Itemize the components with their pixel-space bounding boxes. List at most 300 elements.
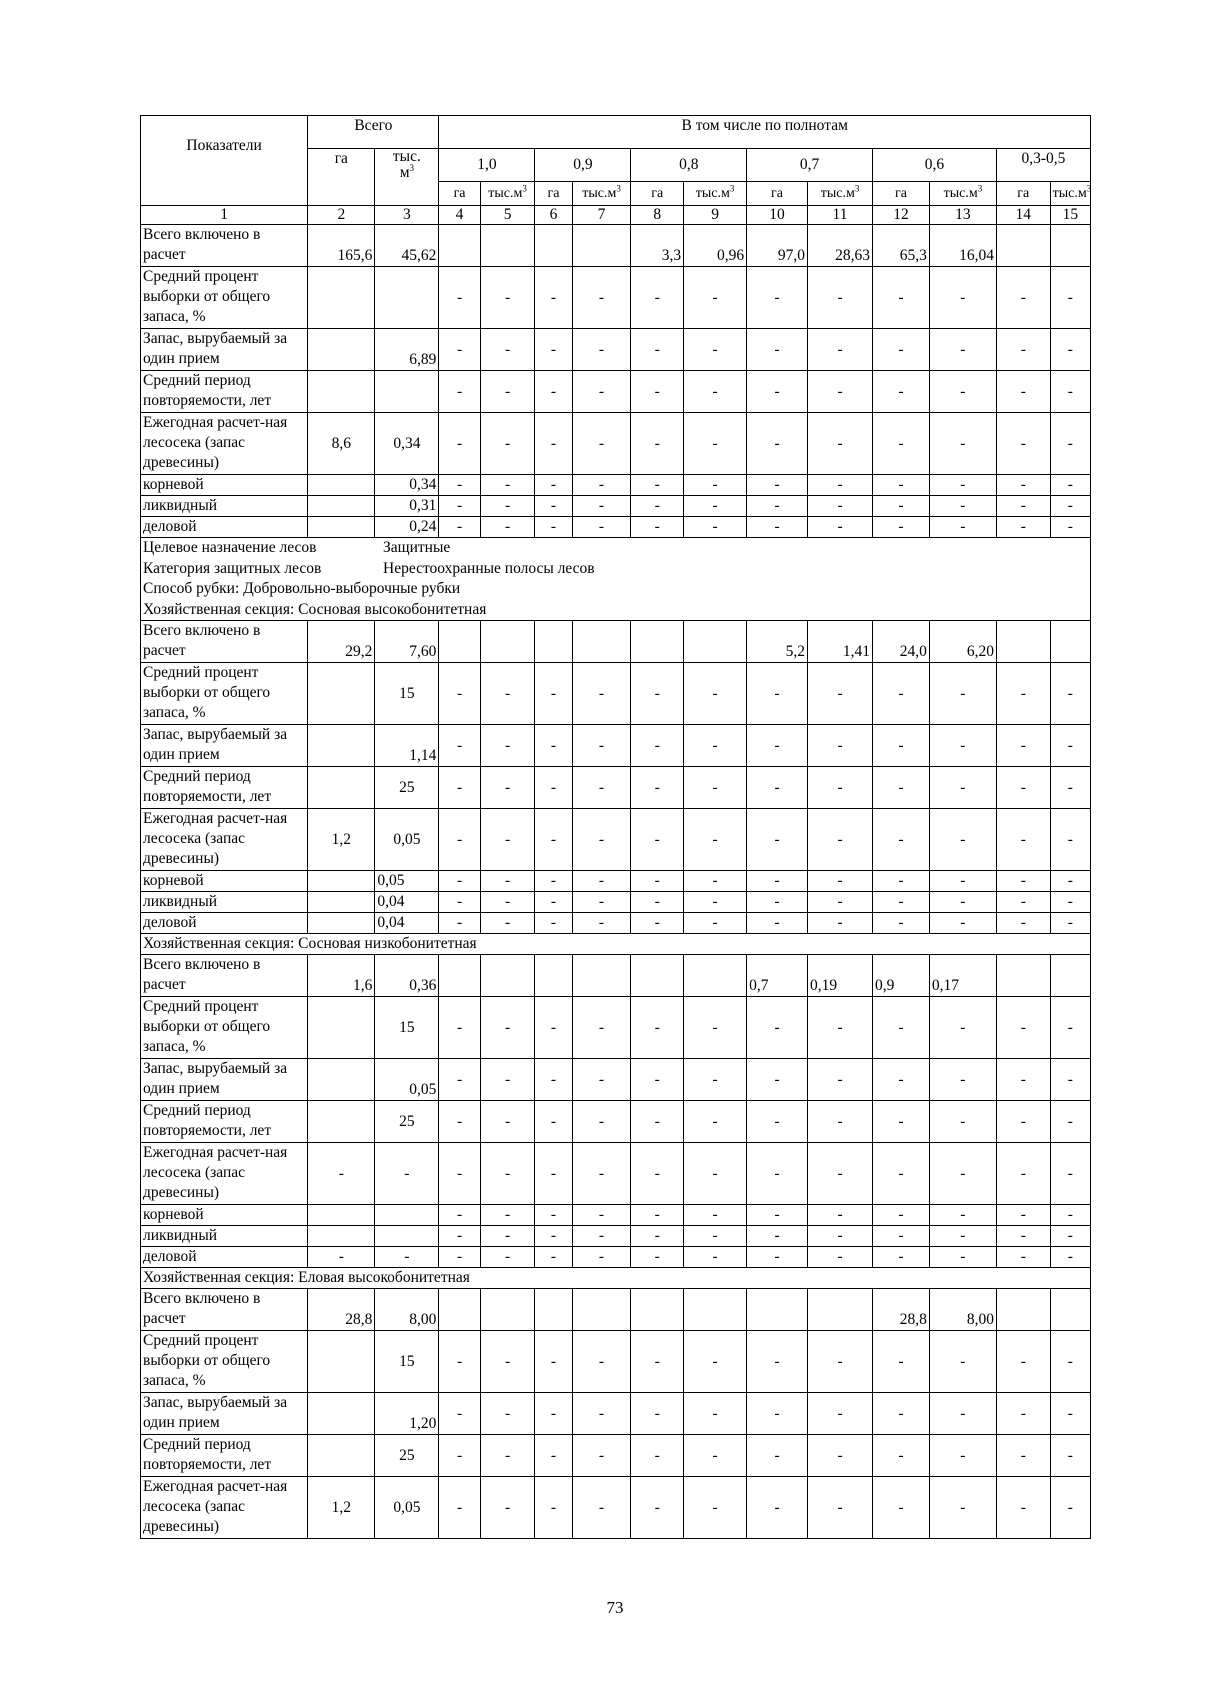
cell: 8,6 xyxy=(308,413,375,475)
row-label-avg-pct: Средний процент выборки от общего запаса, % xyxy=(141,1331,308,1393)
cell: 165,6 xyxy=(308,225,375,267)
cell: 0,05 xyxy=(375,871,439,892)
dash-cell: - xyxy=(480,1331,535,1393)
dash-cell: - xyxy=(808,1331,873,1393)
cell xyxy=(375,1205,439,1226)
cell xyxy=(308,475,375,496)
dash-cell: - xyxy=(535,413,572,475)
cell: 45,62 xyxy=(375,225,439,267)
dash-cell: - xyxy=(684,663,747,725)
dash-cell: - xyxy=(480,1205,535,1226)
dash-cell: - xyxy=(873,663,930,725)
table-row xyxy=(141,913,1091,934)
cell: 0,19 xyxy=(808,955,873,997)
dash-cell: - xyxy=(747,371,808,413)
col-num: 14 xyxy=(996,206,1050,225)
dash-cell: - xyxy=(929,1226,996,1247)
cell: 28,8 xyxy=(308,1289,375,1331)
dash-cell: - xyxy=(929,1101,996,1143)
section-header-row xyxy=(141,1268,1091,1289)
dash-cell: - xyxy=(572,1101,631,1143)
dash-cell: - xyxy=(873,1477,930,1539)
dash-cell: - xyxy=(572,413,631,475)
dash-cell: - xyxy=(631,517,684,538)
dash-cell: - xyxy=(572,725,631,767)
cell: 25 xyxy=(375,1435,439,1477)
cell xyxy=(308,371,375,413)
row-label-business: деловой xyxy=(141,913,308,934)
dash-cell: - xyxy=(873,809,930,871)
dash-cell: - xyxy=(929,1247,996,1268)
col-num: 11 xyxy=(808,206,873,225)
sub-m3-label: тыс.м xyxy=(1052,185,1087,201)
dash-cell: - xyxy=(480,1101,535,1143)
table-row xyxy=(141,955,1091,997)
header-ha: га xyxy=(308,149,375,206)
cell xyxy=(308,1101,375,1143)
row-label-included: Всего включено в расчет xyxy=(141,225,308,267)
cell xyxy=(480,225,535,267)
dash-cell: - xyxy=(808,1143,873,1205)
sub-m3: $тыс.м^3$ xyxy=(480,182,535,206)
dash-cell: - xyxy=(873,767,930,809)
sub-m3: $тыс.м^3$ xyxy=(929,182,996,206)
dash-cell: - xyxy=(572,913,631,934)
cell: 65,3 xyxy=(873,225,930,267)
row-label-stock-per-pass: Запас, вырубаемый за один прием xyxy=(141,725,308,767)
dash-cell: - xyxy=(929,1205,996,1226)
row-label-included: Всего включено в расчет xyxy=(141,955,308,997)
dash-cell: - xyxy=(1050,517,1090,538)
dash-cell: - xyxy=(929,475,996,496)
sub-m3-label: тыс.м xyxy=(488,185,523,201)
dash-cell: - xyxy=(1050,1477,1090,1539)
dash-cell: - xyxy=(439,371,480,413)
density-0-8: 0,8 xyxy=(631,149,747,182)
dash-cell: - xyxy=(1050,725,1090,767)
dash-cell: - xyxy=(996,371,1050,413)
dash-cell: - xyxy=(929,767,996,809)
cell: 1,6 xyxy=(308,955,375,997)
dash-cell: - xyxy=(929,1143,996,1205)
table-row xyxy=(141,267,1091,329)
dash-cell: - xyxy=(929,1477,996,1539)
row-label-avg-period: Средний период повторяемости, лет xyxy=(141,1435,308,1477)
dash-cell: - xyxy=(631,267,684,329)
dash-cell: - xyxy=(996,913,1050,934)
table-row xyxy=(141,225,1091,267)
dash-cell: - xyxy=(572,267,631,329)
row-label-avg-pct: Средний процент выборки от общего запаса, % xyxy=(141,267,308,329)
cell: 0,34 xyxy=(375,413,439,475)
dash-cell: - xyxy=(996,1059,1050,1101)
cell xyxy=(480,955,535,997)
sub-m3-label: тыс.м xyxy=(820,185,855,201)
dash-cell: - xyxy=(996,997,1050,1059)
cell xyxy=(572,225,631,267)
dash-cell: - xyxy=(535,1205,572,1226)
dash-cell: - xyxy=(439,1226,480,1247)
section-info-row xyxy=(141,538,1091,621)
dash-cell: - xyxy=(631,413,684,475)
cell xyxy=(996,955,1050,997)
cell xyxy=(308,329,375,371)
dash-cell: - xyxy=(439,997,480,1059)
dash-cell: - xyxy=(747,871,808,892)
row-label-avg-pct: Средний процент выборки от общего запаса, % xyxy=(141,997,308,1059)
cell: 0,05 xyxy=(375,1059,439,1101)
dash-cell: - xyxy=(808,371,873,413)
cell xyxy=(308,267,375,329)
dash-cell: - xyxy=(747,725,808,767)
dash-cell: - xyxy=(480,767,535,809)
dash-cell: - xyxy=(439,267,480,329)
dash-cell: - xyxy=(1050,1226,1090,1247)
cell: 1,41 xyxy=(808,621,873,663)
dash-cell: - xyxy=(631,1226,684,1247)
dash-cell: - xyxy=(684,725,747,767)
dash-cell: - xyxy=(572,809,631,871)
cell xyxy=(308,663,375,725)
dash-cell: - xyxy=(929,1393,996,1435)
dash-cell: - xyxy=(684,809,747,871)
cell xyxy=(439,955,480,997)
table-row xyxy=(141,329,1091,371)
dash-cell: - xyxy=(535,1226,572,1247)
cell xyxy=(308,725,375,767)
section-title: Хозяйственная секция: Сосновая высокобонитетная xyxy=(143,600,487,618)
sub-m3-label: тыс.м xyxy=(582,185,617,201)
dash-cell: - xyxy=(929,329,996,371)
dash-cell: - xyxy=(480,1393,535,1435)
cell xyxy=(684,621,747,663)
dash-cell: - xyxy=(1050,1247,1090,1268)
section-title: Хозяйственная секция: Сосновая низкобонитетная xyxy=(141,934,1091,955)
row-label-root: корневой xyxy=(141,475,308,496)
col-num: 10 xyxy=(747,206,808,225)
dash-cell: - xyxy=(873,892,930,913)
table-row xyxy=(141,475,1091,496)
dash-cell: - xyxy=(631,329,684,371)
col-num: 9 xyxy=(684,206,747,225)
dash-cell: - xyxy=(1050,767,1090,809)
dash-cell: - xyxy=(747,1226,808,1247)
dash-cell: - xyxy=(684,1059,747,1101)
dash-cell: - xyxy=(1050,1205,1090,1226)
dash-cell: - xyxy=(631,663,684,725)
dash-cell: - xyxy=(480,1226,535,1247)
dash-cell: - xyxy=(873,1393,930,1435)
dash-cell: - xyxy=(873,329,930,371)
table-row xyxy=(141,1331,1091,1393)
dash-cell: - xyxy=(996,1247,1050,1268)
dash-cell: - xyxy=(535,475,572,496)
category-label: Категория защитных лесов xyxy=(143,559,322,577)
dash-cell: - xyxy=(535,1247,572,1268)
sub-m3: $тыс.м^3$ xyxy=(808,182,873,206)
dash-cell: - xyxy=(684,329,747,371)
dash-cell: - xyxy=(375,1247,439,1268)
table-row xyxy=(141,496,1091,517)
table-row xyxy=(141,663,1091,725)
dash-cell: - xyxy=(572,1059,631,1101)
dash-cell: - xyxy=(996,1393,1050,1435)
dash-cell: - xyxy=(996,329,1050,371)
dash-cell: - xyxy=(873,496,930,517)
sub-m3: $тыс.м^3$ xyxy=(572,182,631,206)
row-label-stock-per-pass: Запас, вырубаемый за один прием xyxy=(141,1393,308,1435)
dash-cell: - xyxy=(1050,1143,1090,1205)
cell: 7,60 xyxy=(375,621,439,663)
sub-m3-label: тыс.м xyxy=(695,185,730,201)
dash-cell: - xyxy=(1050,496,1090,517)
dash-cell: - xyxy=(439,809,480,871)
row-label-avg-period: Средний период повторяемости, лет xyxy=(141,1101,308,1143)
sub-m3-label: тыс.м xyxy=(943,185,978,201)
row-label-annual: Ежегодная расчет-ная лесосека (запас древесины) xyxy=(141,413,308,475)
dash-cell: - xyxy=(1050,475,1090,496)
dash-cell: - xyxy=(929,496,996,517)
dash-cell: - xyxy=(996,496,1050,517)
dash-cell: - xyxy=(1050,1435,1090,1477)
row-label-liquid: ликвидный xyxy=(141,496,308,517)
cell: 25 xyxy=(375,767,439,809)
dash-cell: - xyxy=(1050,1101,1090,1143)
dash-cell: - xyxy=(747,892,808,913)
dash-cell: - xyxy=(747,329,808,371)
cell xyxy=(631,1289,684,1331)
cell: 3,3 xyxy=(631,225,684,267)
dash-cell: - xyxy=(808,517,873,538)
dash-cell: - xyxy=(747,413,808,475)
dash-cell: - xyxy=(572,1226,631,1247)
density-0-9: 0,9 xyxy=(535,149,631,182)
cell: 5,2 xyxy=(747,621,808,663)
allowable-cut-table xyxy=(140,115,1091,1539)
dash-cell: - xyxy=(808,809,873,871)
dash-cell: - xyxy=(439,725,480,767)
dash-cell: - xyxy=(439,475,480,496)
cell xyxy=(572,621,631,663)
header-total: Всего xyxy=(308,116,439,149)
dash-cell: - xyxy=(439,871,480,892)
dash-cell: - xyxy=(572,1205,631,1226)
dash-cell: - xyxy=(1050,1393,1090,1435)
dash-cell: - xyxy=(1050,1059,1090,1101)
dash-cell: - xyxy=(572,475,631,496)
dash-cell: - xyxy=(1050,413,1090,475)
table-row xyxy=(141,1289,1091,1331)
dash-cell: - xyxy=(747,267,808,329)
header-indicators: Показатели xyxy=(141,116,308,206)
dash-cell: - xyxy=(747,1247,808,1268)
row-label-avg-pct: Средний процент выборки от общего запаса, % xyxy=(141,663,308,725)
dash-cell: - xyxy=(808,767,873,809)
dash-cell: - xyxy=(684,892,747,913)
cell xyxy=(572,1289,631,1331)
col-num: 5 xyxy=(480,206,535,225)
dash-cell: - xyxy=(480,892,535,913)
dash-cell: - xyxy=(808,496,873,517)
method-line: Способ рубки: Добровольно-выборочные рубки xyxy=(143,580,461,597)
row-label-business: деловой xyxy=(141,1247,308,1268)
section-title: Хозяйственная секция: Еловая высокобонитетная xyxy=(141,1268,1091,1289)
col-num: 3 xyxy=(375,206,439,225)
col-num: 12 xyxy=(873,206,930,225)
dash-cell: - xyxy=(631,1331,684,1393)
table-row xyxy=(141,809,1091,871)
dash-cell: - xyxy=(480,1477,535,1539)
dash-cell: - xyxy=(929,267,996,329)
header-thous-label: тыс. xyxy=(392,148,421,165)
dash-cell: - xyxy=(535,767,572,809)
dash-cell: - xyxy=(535,371,572,413)
dash-cell: - xyxy=(631,371,684,413)
cell: 0,24 xyxy=(375,517,439,538)
cell xyxy=(996,225,1050,267)
dash-cell: - xyxy=(873,1101,930,1143)
cell: 25 xyxy=(375,1101,439,1143)
cell: 1,2 xyxy=(308,1477,375,1539)
dash-cell: - xyxy=(684,517,747,538)
dash-cell: - xyxy=(535,267,572,329)
row-label-root: корневой xyxy=(141,871,308,892)
dash-cell: - xyxy=(631,1477,684,1539)
cell xyxy=(308,1226,375,1247)
cell: 28,63 xyxy=(808,225,873,267)
row-label-annual: Ежегодная расчет-ная лесосека (запас древесины) xyxy=(141,809,308,871)
dash-cell: - xyxy=(535,663,572,725)
dash-cell: - xyxy=(308,1247,375,1268)
dash-cell: - xyxy=(631,1143,684,1205)
row-label-root: корневой xyxy=(141,1205,308,1226)
sub-ha: га xyxy=(996,182,1050,206)
dash-cell: - xyxy=(439,413,480,475)
dash-cell: - xyxy=(929,913,996,934)
dash-cell: - xyxy=(631,809,684,871)
dash-cell: - xyxy=(747,1205,808,1226)
dash-cell: - xyxy=(480,725,535,767)
density-0-6: 0,6 xyxy=(873,149,997,182)
dash-cell: - xyxy=(684,1247,747,1268)
dash-cell: - xyxy=(480,871,535,892)
dash-cell: - xyxy=(873,913,930,934)
dash-cell: - xyxy=(439,1059,480,1101)
dash-cell: - xyxy=(1050,809,1090,871)
cell: 15 xyxy=(375,1331,439,1393)
dash-cell: - xyxy=(996,475,1050,496)
cell xyxy=(439,225,480,267)
dash-cell: - xyxy=(631,1101,684,1143)
table-row xyxy=(141,1435,1091,1477)
dash-cell: - xyxy=(480,913,535,934)
density-0-3-0-5: 0,3-0,5 xyxy=(996,149,1090,182)
dash-cell: - xyxy=(684,1143,747,1205)
dash-cell: - xyxy=(572,997,631,1059)
dash-cell: - xyxy=(1050,892,1090,913)
dash-cell: - xyxy=(535,1059,572,1101)
dash-cell: - xyxy=(684,413,747,475)
category-value: Нерестоохранные полосы лесов xyxy=(383,559,595,577)
dash-cell: - xyxy=(684,1205,747,1226)
cell: 29,2 xyxy=(308,621,375,663)
dash-cell: - xyxy=(631,892,684,913)
dash-cell: - xyxy=(996,1205,1050,1226)
dash-cell: - xyxy=(873,1247,930,1268)
table-row xyxy=(141,1059,1091,1101)
sub-m3: $тыс.м^3$ xyxy=(684,182,747,206)
dash-cell: - xyxy=(929,1059,996,1101)
dash-cell: - xyxy=(929,997,996,1059)
cell: 24,0 xyxy=(873,621,930,663)
row-label-included: Всего включено в расчет xyxy=(141,621,308,663)
dash-cell: - xyxy=(439,1477,480,1539)
dash-cell: - xyxy=(535,496,572,517)
table-row xyxy=(141,725,1091,767)
dash-cell: - xyxy=(808,1059,873,1101)
cell: 0,36 xyxy=(375,955,439,997)
dash-cell: - xyxy=(631,475,684,496)
cell xyxy=(996,1289,1050,1331)
dash-cell: - xyxy=(808,475,873,496)
dash-cell: - xyxy=(684,767,747,809)
dash-cell: - xyxy=(873,1143,930,1205)
dash-cell: - xyxy=(631,1205,684,1226)
dash-cell: - xyxy=(535,1331,572,1393)
dash-cell: - xyxy=(929,1331,996,1393)
cell xyxy=(1050,225,1090,267)
cell: 1,20 xyxy=(375,1393,439,1435)
dash-cell: - xyxy=(631,1435,684,1477)
table-row xyxy=(141,1393,1091,1435)
cell xyxy=(535,1289,572,1331)
dash-cell: - xyxy=(572,371,631,413)
category-line xyxy=(143,559,1088,580)
dash-cell: - xyxy=(996,871,1050,892)
dash-cell: - xyxy=(631,1393,684,1435)
sub-m3: $тыс.м^3$ xyxy=(1050,182,1090,206)
dash-cell: - xyxy=(480,663,535,725)
dash-cell: - xyxy=(572,1435,631,1477)
dash-cell: - xyxy=(631,496,684,517)
dash-cell: - xyxy=(1050,997,1090,1059)
cell xyxy=(631,955,684,997)
dash-cell: - xyxy=(996,1435,1050,1477)
dash-cell: - xyxy=(808,1435,873,1477)
dash-cell: - xyxy=(480,413,535,475)
sub-ha: га xyxy=(535,182,572,206)
dash-cell: - xyxy=(631,1059,684,1101)
dash-cell: - xyxy=(631,997,684,1059)
table-row xyxy=(141,517,1091,538)
cell xyxy=(480,1289,535,1331)
dash-cell: - xyxy=(808,329,873,371)
page-number: 73 xyxy=(606,1598,624,1617)
dash-cell: - xyxy=(747,809,808,871)
cell xyxy=(808,1289,873,1331)
dash-cell: - xyxy=(631,871,684,892)
cell xyxy=(1050,955,1090,997)
col-num: 13 xyxy=(929,206,996,225)
dash-cell: - xyxy=(808,871,873,892)
row-label-included: Всего включено в расчет xyxy=(141,1289,308,1331)
cell xyxy=(1050,621,1090,663)
header-thous-m3: тыс. $м^3$ xyxy=(375,149,439,206)
cell xyxy=(684,1289,747,1331)
dash-cell: - xyxy=(480,329,535,371)
dash-cell: - xyxy=(747,1435,808,1477)
dash-cell: - xyxy=(996,517,1050,538)
